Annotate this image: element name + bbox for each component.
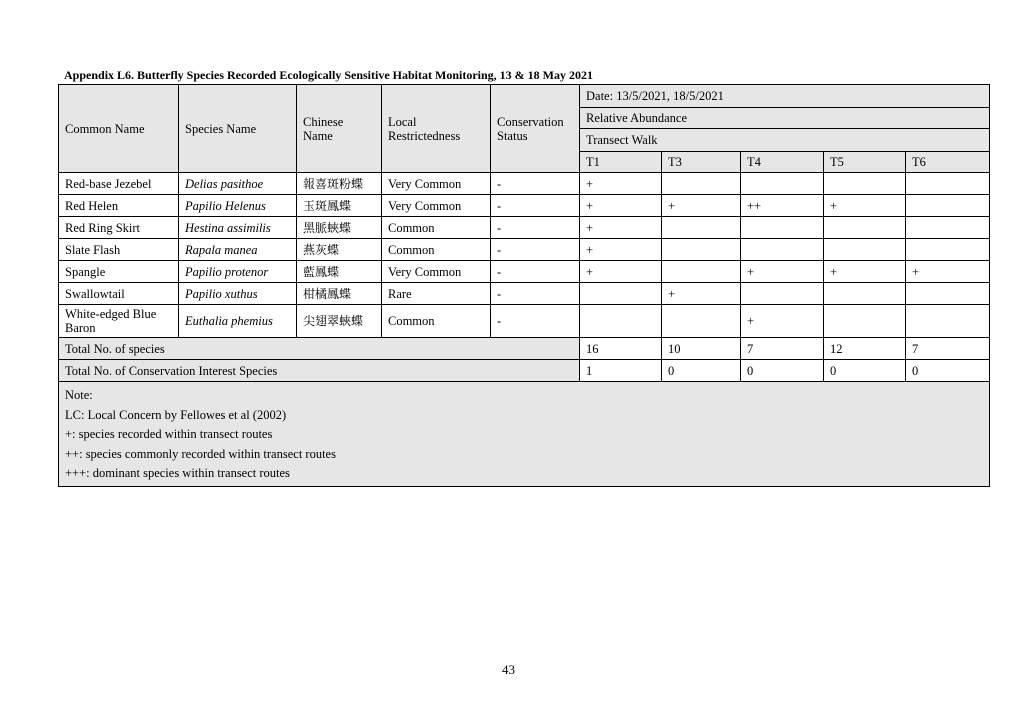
header-t6: T6 (906, 152, 990, 173)
notes-row (59, 382, 990, 487)
abundance-t1: + (580, 173, 662, 195)
species-name: Euthalia phemius (179, 305, 297, 338)
total-species-t5: 12 (824, 338, 906, 360)
header-relative-abundance: Relative Abundance (580, 108, 990, 129)
abundance-t1 (580, 305, 662, 338)
chinese-name: 燕灰蝶 (297, 239, 382, 261)
total-species-t3: 10 (662, 338, 741, 360)
conservation-status: - (491, 239, 580, 261)
butterfly-species-table (58, 84, 990, 487)
notes-cell (59, 382, 990, 487)
local-restrictedness: Common (382, 217, 491, 239)
header-t4: T4 (741, 152, 824, 173)
header-local-restrictedness: Local Restrictedness (382, 85, 491, 173)
abundance-t1 (580, 283, 662, 305)
total-conservation-row (59, 360, 990, 382)
abundance-t6 (906, 173, 990, 195)
common-name: Swallowtail (59, 283, 179, 305)
total-species-t4: 7 (741, 338, 824, 360)
species-name: Rapala manea (179, 239, 297, 261)
total-species-row (59, 338, 990, 360)
chinese-name: 玉斑鳳蝶 (297, 195, 382, 217)
total-conservation-t4: 0 (741, 360, 824, 382)
common-name: Red Ring Skirt (59, 217, 179, 239)
table-caption: Appendix L6. Butterfly Species Recorded Ecologically Sensitive Habitat Monitoring, 13 & 18 May 2021 (64, 68, 593, 82)
conservation-status: - (491, 195, 580, 217)
abundance-t4 (741, 217, 824, 239)
local-restrictedness: Very Common (382, 195, 491, 217)
abundance-t6 (906, 239, 990, 261)
total-conservation-t1: 1 (580, 360, 662, 382)
abundance-t1: + (580, 261, 662, 283)
total-species-t6: 7 (906, 338, 990, 360)
abundance-t4 (741, 283, 824, 305)
table-row (59, 239, 990, 261)
local-restrictedness: Rare (382, 283, 491, 305)
abundance-t3 (662, 261, 741, 283)
total-species-t1: 16 (580, 338, 662, 360)
chinese-name: 尖翅翠蛺蝶 (297, 305, 382, 338)
note-line: LC: Local Concern by Fellowes et al (2002) (65, 407, 287, 422)
chinese-name: 藍鳳蝶 (297, 261, 382, 283)
header-conservation-status: Conservation Status (491, 85, 580, 173)
table-row (59, 305, 990, 338)
header-t3: T3 (662, 152, 741, 173)
abundance-t3 (662, 305, 741, 338)
header-common-name: Common Name (59, 85, 179, 173)
conservation-status: - (491, 283, 580, 305)
header-t1: T1 (580, 152, 662, 173)
chinese-name: 柑橘鳳蝶 (297, 283, 382, 305)
abundance-t5 (824, 239, 906, 261)
species-name: Delias pasithoe (179, 173, 297, 195)
species-name: Hestina assimilis (179, 217, 297, 239)
abundance-t5: + (824, 261, 906, 283)
abundance-t4 (741, 239, 824, 261)
total-conservation-t5: 0 (824, 360, 906, 382)
conservation-status: - (491, 305, 580, 338)
page-number: 43 (502, 662, 515, 677)
species-name: Papilio protenor (179, 261, 297, 283)
common-name: Spangle (59, 261, 179, 283)
conservation-status: - (491, 261, 580, 283)
header-species-name: Species Name (179, 85, 297, 173)
abundance-t1: + (580, 195, 662, 217)
conservation-status: - (491, 217, 580, 239)
abundance-t5: + (824, 195, 906, 217)
table-row (59, 261, 990, 283)
header-transect-walk: Transect Walk (580, 129, 990, 152)
abundance-t3 (662, 173, 741, 195)
abundance-t5 (824, 283, 906, 305)
common-name: Red Helen (59, 195, 179, 217)
abundance-t5 (824, 305, 906, 338)
chinese-name: 報喜斑粉蝶 (297, 173, 382, 195)
total-conservation-t3: 0 (662, 360, 741, 382)
common-name: Slate Flash (59, 239, 179, 261)
abundance-t3: + (662, 283, 741, 305)
note-heading: Note: (65, 388, 93, 402)
abundance-t3: + (662, 195, 741, 217)
common-name: White-edged Blue Baron (59, 305, 179, 338)
abundance-t5 (824, 173, 906, 195)
abundance-t3 (662, 217, 741, 239)
abundance-t4: + (741, 305, 824, 338)
header-t5: T5 (824, 152, 906, 173)
chinese-name: 黑脈蛺蝶 (297, 217, 382, 239)
local-restrictedness: Common (382, 305, 491, 338)
total-species-label: Total No. of species (59, 338, 580, 360)
table-row (59, 283, 990, 305)
table-row (59, 195, 990, 217)
local-restrictedness: Common (382, 239, 491, 261)
abundance-t4: + (741, 261, 824, 283)
abundance-t4: ++ (741, 195, 824, 217)
local-restrictedness: Very Common (382, 261, 491, 283)
common-name: Red-base Jezebel (59, 173, 179, 195)
abundance-t6 (906, 283, 990, 305)
conservation-status: - (491, 173, 580, 195)
total-conservation-label: Total No. of Conservation Interest Species (59, 360, 580, 382)
abundance-t5 (824, 217, 906, 239)
header-date: Date: 13/5/2021, 18/5/2021 (580, 85, 990, 108)
abundance-t6 (906, 217, 990, 239)
abundance-t6 (906, 305, 990, 338)
species-name: Papilio xuthus (179, 283, 297, 305)
abundance-t1: + (580, 239, 662, 261)
note-line: ++: species commonly recorded within transect routes (65, 446, 336, 461)
abundance-t4 (741, 173, 824, 195)
abundance-t1: + (580, 217, 662, 239)
table-row (59, 217, 990, 239)
note-line: +: species recorded within transect routes (65, 427, 273, 441)
total-conservation-t6: 0 (906, 360, 990, 382)
local-restrictedness: Very Common (382, 173, 491, 195)
abundance-t3 (662, 239, 741, 261)
note-line: +++: dominant species within transect routes (65, 466, 290, 480)
table-row (59, 173, 990, 195)
abundance-t6: + (906, 261, 990, 283)
header-chinese-name: Chinese Name (297, 85, 382, 173)
species-name: Papilio Helenus (179, 195, 297, 217)
abundance-t6 (906, 195, 990, 217)
